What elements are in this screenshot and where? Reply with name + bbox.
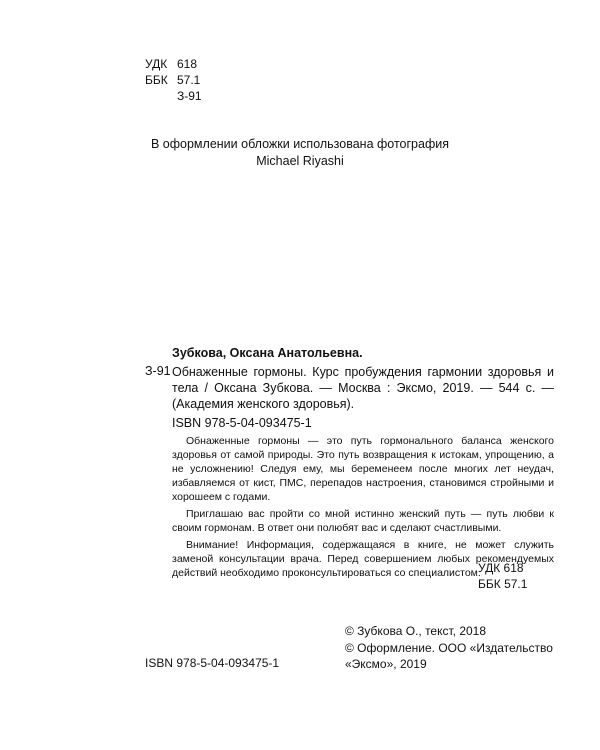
- udk-label: УДК: [145, 57, 168, 71]
- annotation-paragraph-2: Приглашаю вас пройти со мной истинно женский путь — путь любви к своим гормонам. В ответ они полюбят вас и сделают счастливыми.: [172, 508, 554, 534]
- copyright-block: [345, 623, 553, 673]
- bbk-value: 57.1: [177, 73, 201, 87]
- cover-credit-line-1: В оформлении обложки использована фотография: [150, 137, 450, 151]
- udk-value: 618: [177, 57, 198, 71]
- copyright-text: © Зубкова О., текст, 2018: [345, 624, 487, 638]
- annotation-paragraph-1: Обнаженные гормоны — это путь гормонального баланса женского здоровья от самой природы. Это путь возвращения к истокам, упрощению, а не усложнению! Следуя ему, мы беременеем после многих лет неудач, избавляемся от кист, ПМС, перепадов настроения, становимся стройными и хорошеем с годами.: [172, 435, 554, 503]
- cover-photo-credit: [0, 136, 600, 170]
- bbk-label: ББК: [145, 73, 168, 87]
- cover-credit-photographer: Michael Riyashi: [256, 154, 344, 168]
- classification-codes-top: [145, 56, 202, 104]
- udk-code: УДК 618: [478, 561, 524, 575]
- bbk-code: ББК 57.1: [478, 577, 528, 591]
- copyright-design: © Оформление. ООО «Издательство: [345, 640, 553, 655]
- record-author: Зубкова, Оксана Анатольевна.: [172, 346, 363, 360]
- isbn-bottom: ISBN 978-5-04-093475-1: [145, 656, 280, 670]
- copyright-design-cont: «Эксмо», 2019: [345, 657, 427, 671]
- author-mark: З-91: [177, 89, 202, 103]
- classification-codes-right: [478, 560, 527, 592]
- record-catalog-mark: З-91: [145, 364, 171, 378]
- record-isbn: ISBN 978-5-04-093475-1: [172, 416, 312, 430]
- record-title: Обнаженные гормоны. Курс пробуждения гармонии здоровья и тела / Оксана Зубкова. — Москва : Эксмо, 2019. — 544 с. — (Академия женского здоровья).: [172, 365, 554, 411]
- annotation-paragraph-3: Внимание! Информация, содержащаяся в книге, не может служить заменой консультации врача. Перед совершением любых рекомендуемых действий необходимо проконсультироваться со специалистом.: [172, 539, 554, 579]
